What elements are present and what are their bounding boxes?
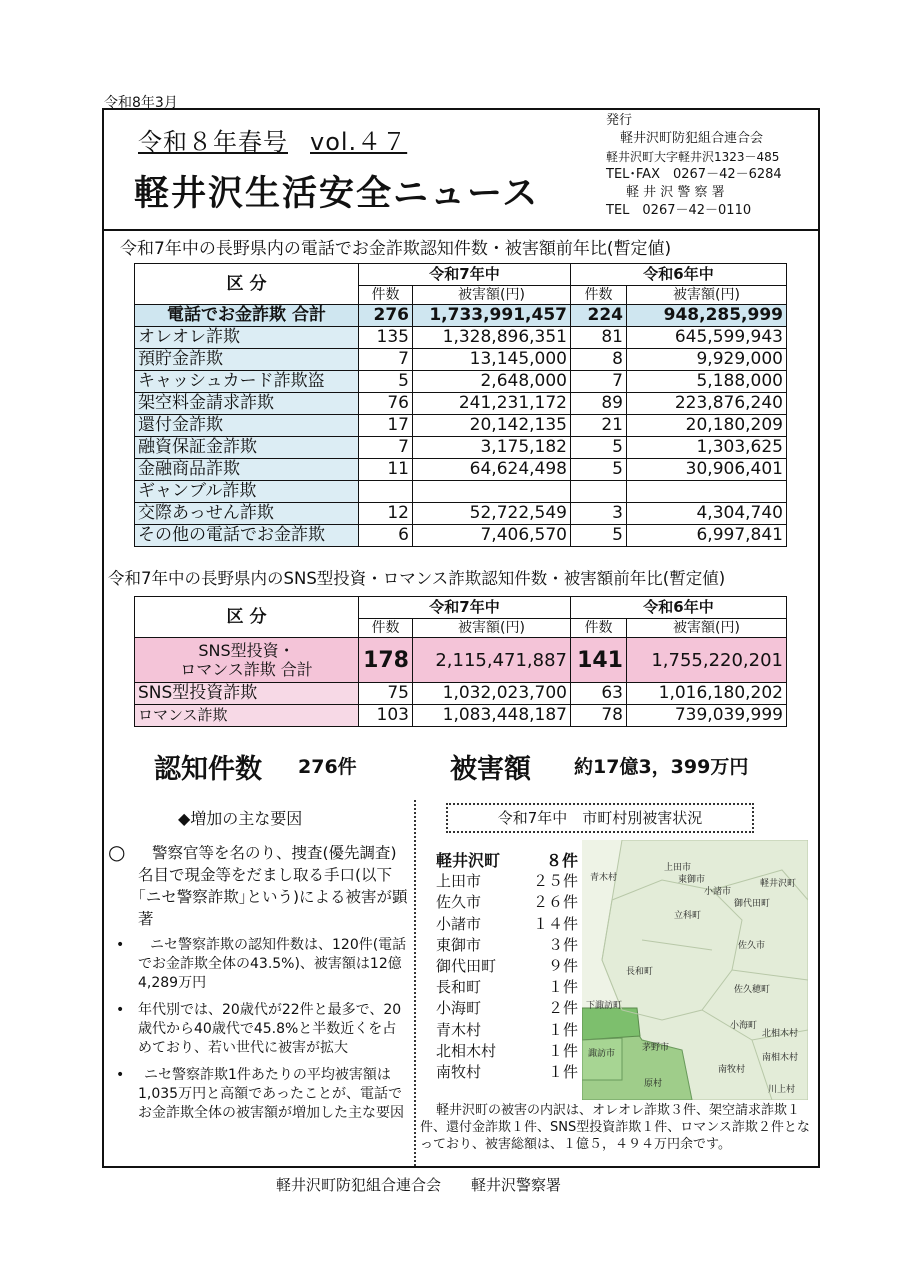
amount-header: 被害額(円) [413,619,571,638]
row-label: ロマンス詐欺 [135,705,359,727]
row-label: ギャンブル詐欺 [135,481,359,503]
newsletter-title: 軽井沢生活安全ニュース [134,174,540,214]
category-header: 区 分 [135,597,359,638]
city-count: ２５件 [532,872,578,891]
count-cell: 78 [571,705,627,727]
map-label: 立科町 [674,911,702,921]
list-item [436,1041,578,1062]
amount-cell: 6,997,841 [627,525,787,547]
reason-bullet [116,1001,410,1058]
reason-main-text: 警察官等を名のり、捜査(優先調査)名目で現金等をだまし取る手口(以下｢ニセ警察詐欺｣という)による被害が顕著 [138,844,408,928]
reason-bullet-list [116,936,410,1123]
issue-label [138,122,407,157]
list-item [436,871,578,892]
karuizawa-breakdown-note: 軽井沢町の被害の内訳は、オレオレ詐欺３件、架空請求詐欺１件、還付金詐欺１件、SNS型投資詐欺１件、ロマンス詐欺２件となっており、被害総額は、１億５，４９４万円余です。 [420,1102,816,1153]
list-item [436,892,578,913]
row-label: SNS型投資詐欺 [135,683,359,705]
amount-cell: 2,648,000 [413,371,571,393]
year1-header: 令和7年中 [359,264,571,286]
column-divider [414,800,416,1166]
table-row [135,683,787,705]
map-label: 川上村 [768,1085,796,1095]
footer-text: 軽井沢町防犯組合連合会 軽井沢警察署 [276,1176,562,1194]
map-label: 下諏訪町 [586,1001,623,1011]
count-cell: 12 [359,503,413,525]
map-label: 上田市 [664,863,692,873]
count-cell: 135 [359,327,413,349]
reasons-heading: ◆増加の主な要因 [178,809,303,828]
phone-fraud-table [134,263,787,547]
count-cell: 3 [571,503,627,525]
row-label: 金融商品詐欺 [135,459,359,481]
row-label: その他の電話でお金詐欺 [135,525,359,547]
list-item [436,977,578,998]
row-label: 交際あっせん詐欺 [135,503,359,525]
amount-cell: 9,929,000 [627,349,787,371]
reason-bullet [116,1066,410,1123]
amount-cell: 645,599,943 [627,327,787,349]
amount-cell: 1,733,991,457 [413,305,571,327]
city-count: ３件 [547,935,578,954]
table-total-row [135,638,787,683]
count-cell: 76 [359,393,413,415]
count-cell: 103 [359,705,413,727]
count-cell: 224 [571,305,627,327]
count-cell: 7 [359,437,413,459]
row-label: 融資保証金詐欺 [135,437,359,459]
count-cell: 5 [571,459,627,481]
table-header-row [135,264,787,286]
amount-cell: 20,180,209 [627,415,787,437]
amount-cell: 1,016,180,202 [627,683,787,705]
bullet-icon: • [116,1067,125,1083]
year1-header: 令和7年中 [359,597,571,619]
summary-damage-value: 約17億3，399万円 [574,756,749,778]
city-count: １件 [547,1063,578,1082]
map-label: 佐久市 [738,941,766,951]
count-cell: 75 [359,683,413,705]
amount-cell: 4,304,740 [627,503,787,525]
row-label: 架空料金請求詐欺 [135,393,359,415]
map-label: 東御市 [678,875,706,885]
amount-cell: 1,303,625 [627,437,787,459]
city-count: ９件 [547,957,578,976]
sns-fraud-table [134,596,787,727]
header-divider [102,229,820,231]
area-map [582,840,808,1100]
count-cell: 5 [571,437,627,459]
table-row [135,393,787,415]
list-item [436,998,578,1019]
count-cell [571,481,627,503]
city-count: ２６件 [532,893,578,912]
year2-header: 令和6年中 [571,597,787,619]
amount-cell: 64,624,498 [413,459,571,481]
count-cell: 89 [571,393,627,415]
list-item-highlight [436,850,578,871]
table-row [135,481,787,503]
map-label: 南牧村 [718,1065,746,1075]
row-label: キャッシュカード詐欺盗 [135,371,359,393]
amount-cell: 52,722,549 [413,503,571,525]
bullet-text: 年代別では、20歳代が22件と最多で、20歳代から40歳代で45.8%と半数近くを占めており、若い世代に被害が拡大 [138,1002,402,1056]
municipal-title: 令和7年中 市町村別被害状況 [446,803,754,833]
city-name: 南牧村 [436,1063,482,1082]
amount-cell: 3,175,182 [413,437,571,459]
city-name: 長和町 [436,978,482,997]
amount-cell: 7,406,570 [413,525,571,547]
map-label: 北相木村 [762,1029,799,1039]
issue-date: 令和8年3月 [104,95,178,111]
count-cell: 8 [571,349,627,371]
bullet-text: ニセ警察詐欺1件あたりの平均被害額は1,035万円と高額であったことが、電話でお金詐欺全体の被害額が増加した主な要因 [138,1067,404,1121]
amount-cell: 20,142,135 [413,415,571,437]
amount-cell: 1,755,220,201 [627,638,787,683]
reason-main-marker: ○ [108,840,126,864]
table-total-row [135,305,787,327]
publisher-org: 軽井沢町防犯組合連合会 [620,131,764,146]
list-item [436,935,578,956]
publisher-address: 軽井沢町大字軽井沢1323－485 [606,150,780,164]
city-name: 御代田町 [436,957,497,976]
table-row [135,437,787,459]
table-header-row [135,597,787,619]
count-cell: 276 [359,305,413,327]
city-count: １件 [547,1041,578,1060]
issue-volume: vol.４７ [310,128,408,156]
count-cell: 5 [571,525,627,547]
list-item [436,1020,578,1041]
summary-damage-label: 被害額 [450,754,531,785]
publisher-telfax: TEL･FAX 0267－42－6284 [606,167,782,182]
count-header: 件数 [571,619,627,638]
count-cell: 7 [359,349,413,371]
map-label: 青木村 [590,873,618,883]
city-name: 上田市 [436,872,482,891]
total-label-line2: ロマンス詐欺 合計 [180,660,313,679]
table-row [135,415,787,437]
count-header: 件数 [359,286,413,305]
count-cell: 81 [571,327,627,349]
municipal-list [436,850,578,1083]
table-row [135,459,787,481]
map-label: 諏訪市 [588,1049,616,1059]
amount-cell: 13,145,000 [413,349,571,371]
total-label-line1: SNS型投資・ [198,641,295,660]
amount-cell [627,481,787,503]
publisher-block [606,112,782,220]
map-label: 原村 [644,1079,663,1089]
bullet-icon: • [116,1002,125,1018]
amount-header: 被害額(円) [413,286,571,305]
row-label: 還付金詐欺 [135,415,359,437]
category-header: 区 分 [135,264,359,305]
city-count: １件 [547,978,578,997]
table2-caption: 令和7年中の長野県内のSNS型投資・ロマンス詐欺認知件数・被害額前年比(暫定値) [108,569,726,588]
city-name: 佐久市 [436,893,482,912]
bullet-text: ニセ警察詐欺の認知件数は、120件(電話でお金詐欺全体の43.5%)、被害額は12億4,289万円 [138,937,407,991]
amount-cell: 2,115,471,887 [413,638,571,683]
count-cell: 17 [359,415,413,437]
amount-cell: 1,032,023,700 [413,683,571,705]
map-label: 長和町 [626,967,654,977]
publisher-police: 軽 井 沢 警 察 署 [626,185,725,200]
amount-header: 被害額(円) [627,286,787,305]
map-label: 軽井沢町 [760,879,797,889]
count-cell [359,481,413,503]
city-count: １４件 [532,914,578,933]
reason-bullet [116,936,410,993]
city-count: ２件 [547,999,578,1018]
amount-header: 被害額(円) [627,619,787,638]
table-row [135,371,787,393]
amount-cell: 5,188,000 [627,371,787,393]
city-name: 東御市 [436,935,482,954]
amount-cell: 223,876,240 [627,393,787,415]
table-row [135,525,787,547]
amount-cell [413,481,571,503]
count-cell: 5 [359,371,413,393]
count-cell: 63 [571,683,627,705]
count-header: 件数 [359,619,413,638]
count-cell: 11 [359,459,413,481]
amount-cell: 739,039,999 [627,705,787,727]
map-label: 小海町 [730,1021,758,1031]
list-item [436,914,578,935]
map-label: 茅野市 [642,1043,670,1053]
map-label: 御代田町 [734,899,771,909]
city-name: 北相木村 [436,1041,497,1060]
row-label: 電話でお金詐欺 合計 [135,305,359,327]
city-name: 小諸市 [436,914,482,933]
table-row [135,705,787,727]
publisher-police-tel: TEL 0267－42－0110 [606,203,752,218]
amount-cell: 1,083,448,187 [413,705,571,727]
table-row [135,503,787,525]
list-item [436,956,578,977]
city-name: 小海町 [436,999,482,1018]
table1-caption: 令和7年中の長野県内の電話でお金詐欺認知件数・被害額前年比(暫定値) [120,239,672,259]
amount-cell: 948,285,999 [627,305,787,327]
count-cell: 21 [571,415,627,437]
issue-season: 令和８年春号 [138,128,288,156]
amount-cell: 1,328,896,351 [413,327,571,349]
summary-count-label: 認知件数 [154,754,262,785]
table-row [135,327,787,349]
amount-cell: 241,231,172 [413,393,571,415]
publisher-heading: 発行 [606,113,633,128]
row-label: オレオレ詐欺 [135,327,359,349]
summary-count-value: 276件 [298,756,357,778]
city-count: １件 [547,1020,578,1039]
map-label: 小諸市 [704,887,732,897]
list-item [436,1062,578,1083]
city-count: ８件 [545,851,578,870]
bullet-icon: • [116,937,125,953]
city-name: 青木村 [436,1020,482,1039]
count-cell: 178 [359,638,413,683]
city-name: 軽井沢町 [436,851,501,870]
year2-header: 令和6年中 [571,264,787,286]
amount-cell: 30,906,401 [627,459,787,481]
map-label: 佐久穂町 [734,985,771,995]
map-label: 南相木村 [762,1053,799,1063]
count-cell: 141 [571,638,627,683]
count-cell: 7 [571,371,627,393]
row-label: 預貯金詐欺 [135,349,359,371]
row-label [135,638,359,683]
count-header: 件数 [571,286,627,305]
table-row [135,349,787,371]
count-cell: 6 [359,525,413,547]
